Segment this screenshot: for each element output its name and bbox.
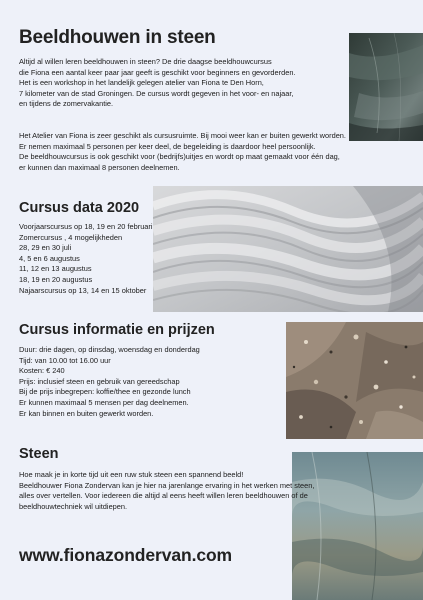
list-item: Kosten: € 240 [19,366,65,376]
text-line: De beeldhouwcursus is ook geschikt voor (bedrijfs)uitjes en wordt op maat gemaakt voor één dag, [19,152,340,162]
intro-paragraph-1 [19,57,296,110]
list-item: Er kan binnen en buiten gewerkt worden. [19,408,154,418]
text-line: Altijd al willen leren beeldhouwen in steen? De drie daagse beeldhouwcursus [19,57,272,66]
list-item: Bij de prijs inbegrepen: koffie/thee en gezonde lunch [19,387,191,397]
list-item: 11, 12 en 13 augustus [19,264,92,274]
section-heading-steen: Steen [19,446,59,462]
text-line: er kunnen dan maximaal 8 personen deelnemen. [19,162,180,172]
list-item: Tijd: van 10.00 tot 16.00 uur [19,355,111,365]
granite-texture-photo [286,322,423,439]
steen-paragraph [19,470,314,512]
text-line: Er nemen maximaal 5 personen per keer deel, de begeleiding is daardoor heel persoonlijk. [19,141,316,151]
list-item: 28, 29 en 30 juli [19,243,72,253]
list-item: Zomercursus , 4 mogelijkheden [19,232,123,242]
text-line: Het Atelier van Fiona is zeer geschikt als cursusruimte. Bij mooi weer kan er buiten gewerkt worden. [19,131,346,140]
text-line: en tijdens de zomervakantie. [19,99,114,109]
intro-paragraph-2 [19,131,346,173]
marble-sculpture-photo [153,186,423,312]
section-heading-dates: Cursus data 2020 [19,200,140,216]
text-line: beeldhouwtechniek wil uitdiepen. [19,501,128,511]
website-link[interactable]: www.fionazondervan.com [19,545,233,565]
course-info-list [19,345,200,419]
list-item: 4, 5 en 6 augustus [19,253,80,263]
text-line: 7 kilometer van de stad Groningen. De cursus wordt gegeven in het voor- en najaar, [19,88,294,98]
list-item: Voorjaarscursus op 18, 19 en 20 februari [19,222,153,231]
section-heading-info: Cursus informatie en prijzen [19,322,215,338]
text-line: Beeldhouwer Fiona Zondervan kan je hier na jarenlange ervaring in het werken met steen, [19,480,315,490]
course-dates-list [19,222,153,296]
list-item: Duur: drie dagen, op dinsdag, woensdag en donderdag [19,345,200,354]
list-item: Er kunnen maximaal 5 mensen per dag deelnemen. [19,397,189,407]
text-line: Hoe maak je in korte tijd uit een ruw stuk steen een spannend beeld! [19,470,244,479]
text-line: Het is een workshop in het landelijk gelegen atelier van Fiona te Den Horn, [19,78,264,88]
list-item: Najaarscursus op 13, 14 en 15 oktober [19,285,147,295]
text-line: alles over vertellen. Voor iedereen die altijd al eens heeft willen leren beeldhouwen of de [19,491,308,501]
list-item: Prijs: inclusief steen en gebruik van gereedschap [19,376,180,386]
page-title: Beeldhouwen in steen [19,27,216,48]
list-item: 18, 19 en 20 augustus [19,274,93,284]
stone-photo-dark [349,33,423,141]
text-line: die Fiona een aantal keer paar jaar geeft is geschikt voor beginners en gevorderden. [19,67,296,77]
